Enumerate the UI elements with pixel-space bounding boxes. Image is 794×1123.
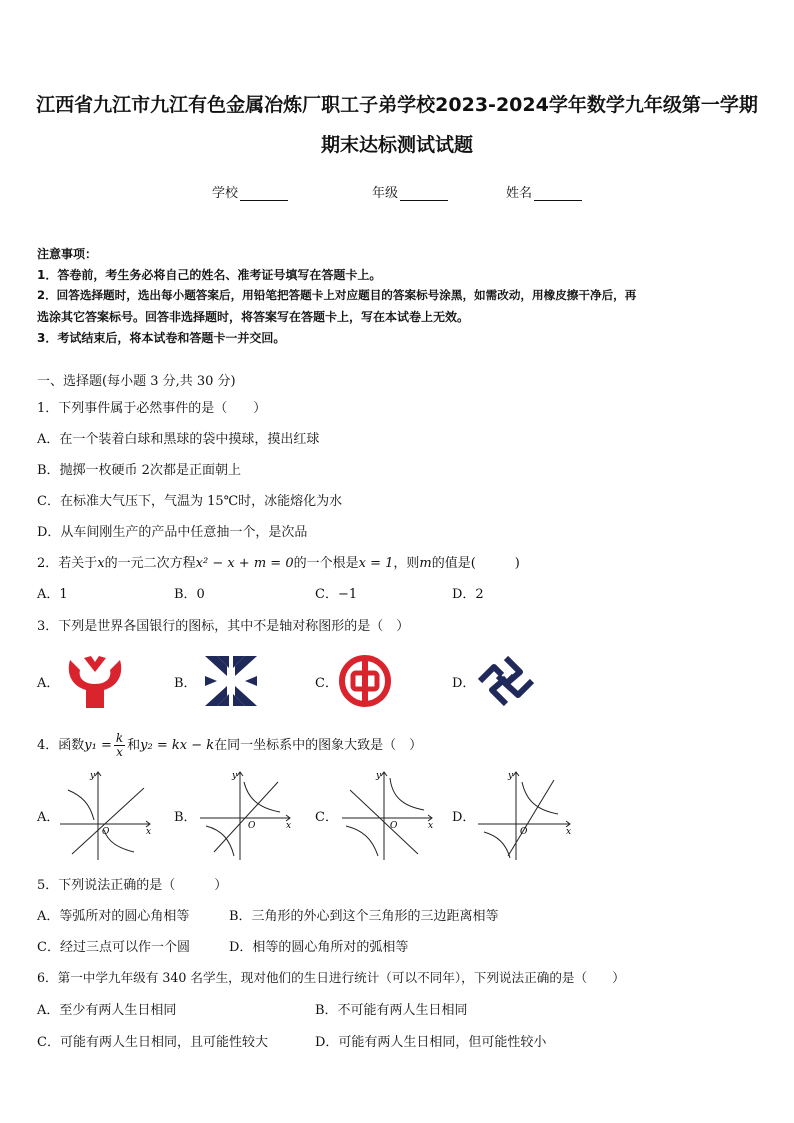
q3-option-a[interactable]: A．	[37, 676, 60, 691]
page-title-line2: 期末达标测试试题	[320, 134, 473, 156]
q4-graph-d	[478, 768, 574, 860]
q2-equation: x² − x + m = 0	[195, 556, 294, 571]
q2-root: x = 1	[358, 556, 394, 571]
q2-text-2: 的一元二次方程	[104, 556, 196, 571]
graph-a-origin: O	[102, 827, 110, 837]
q4-y2: y₂ = kx − k	[140, 738, 215, 753]
q4-text-1: 4．函数	[37, 738, 85, 753]
bank-logo-b	[203, 654, 259, 708]
page-title-line1: 江西省九江市九江有色金属冶炼厂职工子弟学校2023-2024学年数学九年级第一学期	[36, 94, 758, 116]
q3-option-d[interactable]: D．	[452, 676, 476, 691]
school-label: 学校	[212, 186, 239, 201]
q4-graph-c	[342, 768, 438, 860]
q2-text-3: 的一个根是	[293, 556, 359, 571]
q5-option-d[interactable]: D．相等的圆心角所对的弧相等	[229, 940, 409, 955]
q5-stem: 5．下列说法正确的是（ ）	[37, 878, 228, 893]
graph-d-origin: O	[520, 827, 528, 837]
grade-blank[interactable]	[400, 186, 448, 201]
q5-option-c[interactable]: C．经过三点可以作一个圆	[37, 940, 190, 955]
notice-item-3: 3．考试结束后，将本试卷和答题卡一并交回。	[37, 331, 286, 345]
q6-option-c[interactable]: C．可能有两人生日相同，且可能性较大	[37, 1035, 268, 1050]
q3-option-b[interactable]: B．	[174, 676, 197, 691]
graph-b-y-label: y	[232, 771, 238, 781]
q4-option-b[interactable]: B．	[174, 810, 197, 825]
q2-option-d[interactable]: D．2	[452, 587, 484, 602]
graph-c-x-label: x	[428, 821, 434, 831]
q4-text-3: 在同一坐标系中的图象大致是（ ）	[214, 738, 423, 753]
graph-b-x-label: x	[286, 821, 292, 831]
q4-stem	[37, 732, 422, 759]
name-blank[interactable]	[534, 186, 582, 201]
graph-b-origin: O	[248, 821, 256, 831]
q2-option-a[interactable]: A．1	[37, 587, 68, 602]
q3-stem: 3．下列是世界各国银行的图标，其中不是轴对称图形的是（ ）	[37, 619, 410, 634]
q6-stem: 6．第一中学九年级有 340 名学生，现对他们的生日进行统计（可以不同年），下列说法正确的是（ ）	[37, 970, 625, 985]
name-label: 姓名	[506, 186, 533, 201]
q3-option-c[interactable]: C．	[315, 676, 338, 691]
name-field[interactable]	[506, 182, 582, 201]
q1-option-d[interactable]: D．从车间刚生产的产品中任意抽一个，是次品	[37, 525, 308, 540]
grade-field[interactable]	[372, 182, 448, 201]
q4-fraction-num: k	[115, 731, 124, 745]
q2-stem	[37, 552, 520, 571]
graph-a-x-label: x	[146, 827, 152, 837]
school-blank[interactable]	[240, 186, 288, 201]
q4-option-a[interactable]: A．	[37, 810, 60, 825]
q4-graph-b	[200, 768, 296, 860]
graph-d-y-label: y	[508, 771, 514, 781]
grade-label: 年级	[372, 186, 399, 201]
notice-item-1: 1．答卷前，考生务必将自己的姓名、准考证号填写在答题卡上。	[37, 268, 382, 282]
notice-item-2b: 选涂其它答案标号。回答非选择题时，将答案写在答题卡上，写在本试卷上无效。	[37, 310, 470, 324]
q2-var-x: x	[97, 556, 105, 571]
graph-c-y-label: y	[376, 771, 382, 781]
q2-option-b[interactable]: B．0	[174, 587, 205, 602]
q4-option-d[interactable]: D．	[452, 810, 476, 825]
q1-option-a[interactable]: A．在一个装着白球和黑球的袋中摸球，摸出红球	[37, 432, 320, 447]
q2-option-c[interactable]: C．−1	[315, 587, 358, 602]
q4-fraction-den: x	[116, 745, 123, 759]
bank-logo-c	[338, 654, 392, 708]
q2-text-5: 的值是( )	[431, 556, 520, 571]
q4-y1: y₁ =	[84, 738, 112, 753]
school-field[interactable]	[212, 182, 288, 201]
q4-text-2: 和	[127, 738, 141, 753]
q1-option-b[interactable]: B．抛掷一枚硬币 2次都是正面朝上	[37, 463, 241, 478]
q5-option-b[interactable]: B．三角形的外心到这个三角形的三边距离相等	[229, 909, 499, 924]
q4-graph-a	[60, 768, 156, 860]
graph-c-origin: O	[390, 821, 398, 831]
notice-heading: 注意事项：	[37, 247, 98, 261]
q6-option-d[interactable]: D．可能有两人生日相同，但可能性较小	[315, 1035, 547, 1050]
q1-stem: 1．下列事件属于必然事件的是（ ）	[37, 401, 267, 416]
bank-logo-a	[64, 652, 126, 710]
graph-a-y-label: y	[90, 771, 96, 781]
q6-option-b[interactable]: B．不可能有两人生日相同	[315, 1003, 468, 1018]
q6-option-a[interactable]: A．至少有两人生日相同	[37, 1003, 177, 1018]
q1-option-c[interactable]: C．在标准大气压下，气温为 15℃时，冰能熔化为水	[37, 494, 343, 509]
bank-logo-d	[476, 654, 536, 708]
graph-d-x-label: x	[566, 827, 572, 837]
section-heading: 一、选择题(每小题 3 分,共 30 分)	[37, 374, 236, 389]
q2-var-m: m	[419, 556, 432, 571]
notice-item-2a: 2．回答选择题时，选出每小题答案后，用铅笔把答题卡上对应题目的答案标号涂黑，如需改动，用橡皮擦干净后，再	[37, 288, 637, 302]
q4-option-c[interactable]: C．	[315, 810, 338, 825]
q2-text-1: 2．若关于	[37, 556, 98, 571]
q4-fraction	[114, 732, 125, 759]
q5-option-a[interactable]: A．等弧所对的圆心角相等	[37, 909, 190, 924]
q2-text-4: ，则	[393, 556, 420, 571]
